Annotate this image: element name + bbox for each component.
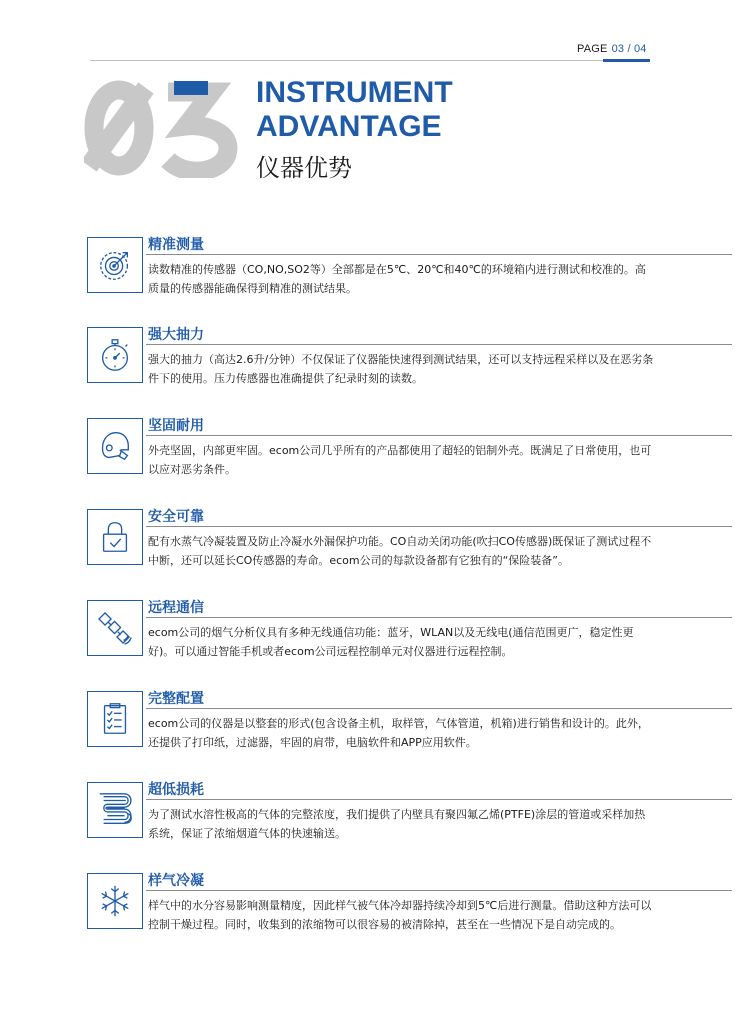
section-number-graphic: [84, 78, 244, 178]
feature-title: 样气冷凝: [148, 873, 204, 889]
feature-item-safe-reliable: [87, 509, 652, 569]
feature-description: 外壳坚固，内部更牢固。ecom公司几乎所有的产品都使用了超轻的铝制外壳。既满足了日常使用，也可以应对恶劣条件。: [148, 444, 652, 476]
feature-divider: [146, 890, 732, 891]
section-title-cn: 仪器优势: [256, 154, 352, 182]
section-title-en: [256, 76, 453, 144]
snowflake-icon: [87, 873, 143, 929]
feature-description: 配有水蒸气冷凝装置及防止冷凝水外漏保护功能。CO自动关闭功能(吹扫CO传感器)既保证了测试过程不中断，还可以延长CO传感器的寿命。ecom公司的每款设备都有它独有的“保险装备”。: [148, 535, 652, 567]
coil-tube-icon: [87, 782, 143, 838]
feature-title: 完整配置: [148, 691, 204, 707]
feature-divider: [146, 708, 732, 709]
feature-title: 安全可靠: [148, 509, 204, 525]
feature-divider: [146, 617, 732, 618]
feature-title: 远程通信: [148, 600, 204, 616]
feature-title: 强大抽力: [148, 327, 204, 343]
feature-item-accurate-measurement: [87, 237, 652, 297]
page-indicator: [577, 43, 647, 55]
helmet-icon: [87, 418, 143, 474]
feature-divider: [146, 254, 732, 255]
feature-divider: [146, 526, 732, 527]
feature-description: 样气中的水分容易影响测量精度，因此样气被气体冷却器持续冷却到5℃后进行测量。借助这种方法可以控制干燥过程。同时，收集到的浓缩物可以很容易的被清除掉，甚至在一些情况下是自动完成的。: [148, 899, 652, 931]
checklist-icon: [87, 691, 143, 747]
feature-item-durable: [87, 418, 652, 478]
feature-description: 读数精准的传感器（CO,NO,SO2等）全部都是在5℃、20℃和40℃的环境箱内进行测试和校准的。高质量的传感器能确保得到精准的测试结果。: [148, 263, 646, 295]
feature-title: 超低损耗: [148, 782, 204, 798]
feature-description: 为了测试水溶性极高的气体的完整浓度，我们提供了内壁具有聚四氟乙烯(PTFE)涂层的管道或采样加热系统，保证了浓缩烟道气体的快速输送。: [148, 808, 646, 840]
feature-divider: [146, 344, 732, 345]
header-rule-accent: [603, 59, 650, 62]
feature-title: 坚固耐用: [148, 418, 204, 434]
feature-item-ultra-low-loss: [87, 782, 652, 842]
feature-title: 精准测量: [148, 237, 204, 253]
feature-description: 强大的抽力（高达2.6升/分钟）不仅保证了仪器能快速得到测试结果，还可以支持远程采样以及在恶劣条件下的使用。压力传感器也准确提供了纪录时刻的读数。: [148, 353, 654, 385]
stopwatch-icon: [87, 327, 143, 383]
feature-item-remote-communication: [87, 600, 652, 660]
feature-divider: [146, 435, 732, 436]
feature-item-sample-gas-condensation: [87, 873, 652, 933]
feature-item-strong-suction: [87, 327, 652, 387]
feature-description: ecom公司的仪器是以整套的形式(包含设备主机，取样管，气体管道，机箱)进行销售和设计的。此外，还提供了打印纸，过滤器，牢固的肩带，电脑软件和APP应用软件。: [148, 717, 649, 749]
padlock-icon: [87, 509, 143, 565]
title-line-1: INSTRUMENT: [256, 76, 453, 109]
page-number: 03 / 04: [611, 43, 647, 55]
title-line-2: ADVANTAGE: [256, 110, 442, 143]
feature-description: ecom公司的烟气分析仪具有多种无线通信功能：蓝牙，WLAN以及无线电(通信范围更广，稳定性更好)。可以通过智能手机或者ecom公司远程控制单元对仪器进行远程控制。: [148, 626, 634, 658]
satellite-icon: [87, 600, 143, 656]
page-prefix: PAGE: [577, 43, 608, 55]
header-rule: [90, 60, 650, 61]
feature-item-complete-configuration: [87, 691, 652, 751]
feature-divider: [146, 799, 732, 800]
target-icon: [87, 237, 143, 293]
